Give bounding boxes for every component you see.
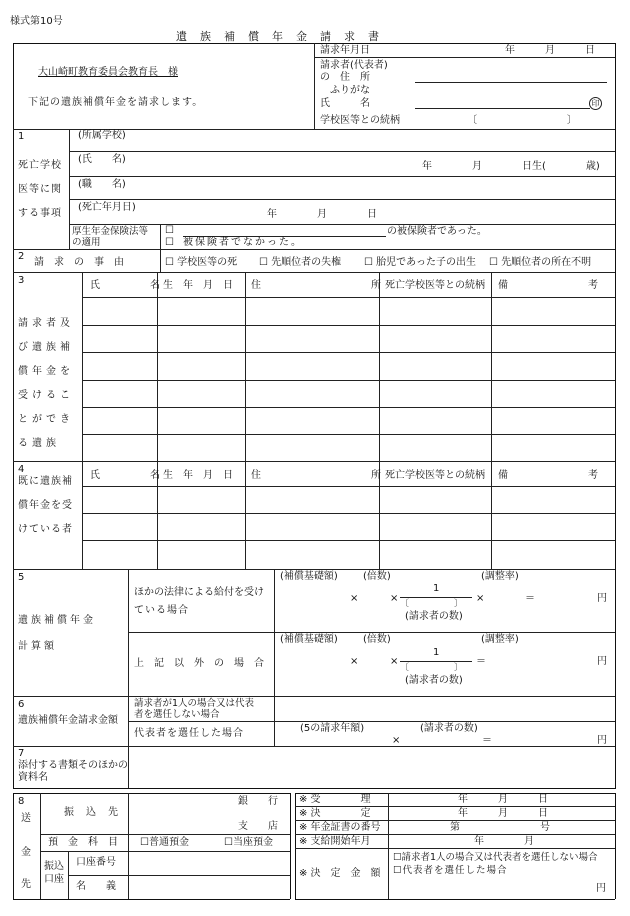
fraction-numerator: 1 bbox=[433, 583, 440, 594]
section-4-title-line: けている者 bbox=[18, 524, 73, 535]
claimant-name-label: 氏 名 bbox=[320, 98, 370, 109]
claimant-name-field[interactable] bbox=[415, 108, 590, 109]
adjustment-label: (調整率) bbox=[481, 634, 519, 645]
adjustment-label: (調整率) bbox=[481, 571, 519, 582]
column-header-address: 住 所 bbox=[251, 280, 381, 291]
deposit-type-label: 預 金 科 目 bbox=[48, 837, 118, 848]
times-symbol: × bbox=[476, 593, 485, 604]
multiplier-label: (倍数) bbox=[363, 571, 391, 582]
yen-unit: 円 bbox=[597, 735, 607, 746]
request-date-value: 年 月 日 bbox=[505, 45, 595, 56]
section-7-label-line2: 資料名 bbox=[18, 772, 48, 783]
claimant-label: 請求者(代表者) bbox=[320, 60, 388, 71]
office-amount-label: ※ 決 定 金 額 bbox=[299, 868, 381, 879]
birth-date-value: 年 月 日生( 歳) bbox=[422, 161, 600, 172]
reason-option-forfeit[interactable]: ☐ 先順位者の失権 bbox=[259, 257, 342, 268]
office-receipt-date: 年 月 日 bbox=[458, 794, 548, 805]
representative-label: 代表者を選任した場合 bbox=[134, 728, 244, 739]
form-number: 様式第10号 bbox=[10, 16, 63, 27]
office-start-value: 年 月 bbox=[474, 836, 534, 847]
times-symbol: × bbox=[350, 593, 359, 604]
pension-law-label-2: の適用 bbox=[72, 237, 101, 248]
column-header-remarks: 備 考 bbox=[498, 470, 598, 481]
request-date-label: 請求年月日 bbox=[320, 45, 370, 56]
office-yen-unit: 円 bbox=[596, 883, 606, 894]
reason-label: 請 求 の 事 由 bbox=[34, 257, 124, 268]
annual-claim-label: (5の請求年額) bbox=[300, 723, 365, 734]
base-amount-label: (補償基礎額) bbox=[280, 571, 338, 582]
pension-insured-checkbox[interactable]: ☐ bbox=[165, 225, 174, 236]
death-date-value: 年 月 日 bbox=[267, 209, 377, 220]
transfer-account-label: 振込 bbox=[44, 861, 64, 872]
times-symbol: × bbox=[390, 593, 399, 604]
school-label: (所属学校) bbox=[78, 130, 126, 141]
section-4-title-line: 既に遺族補 bbox=[18, 476, 73, 487]
pension-not-insured-text: 被保険者でなかった。 bbox=[183, 237, 303, 248]
account-holder-label: 名 義 bbox=[76, 881, 116, 892]
section-5-title-line: 計算額 bbox=[18, 641, 57, 652]
section-8-side: 先 bbox=[21, 879, 31, 890]
form-title: 遺 族 補 償 年 金 請 求 書 bbox=[176, 30, 380, 43]
base-amount-label: (補償基礎額) bbox=[280, 634, 338, 645]
death-date-label: (死亡年月日) bbox=[78, 202, 136, 213]
case-other-law-line2: ている場合 bbox=[134, 605, 189, 616]
equals-symbol: ＝ bbox=[525, 593, 535, 604]
section-3-title-line: 受けるこ bbox=[18, 390, 74, 401]
section-3-title-line: び遺族補 bbox=[18, 342, 74, 353]
column-header-birthdate: 生 年 月 日 bbox=[163, 470, 233, 481]
section-8-side: 金 bbox=[21, 847, 31, 858]
transfer-destination-label: 振 込 先 bbox=[64, 807, 119, 818]
times-symbol: × bbox=[392, 735, 401, 746]
column-header-name: 氏 名 bbox=[90, 470, 160, 481]
yen-unit: 円 bbox=[597, 656, 607, 667]
office-certificate-value: 第 号 bbox=[450, 822, 550, 833]
section-3-title-line: とができ bbox=[18, 414, 74, 425]
fraction-denominator: (請求者の数) bbox=[405, 675, 463, 686]
claimant-count-label: (請求者の数) bbox=[420, 723, 478, 734]
column-header-name: 氏 名 bbox=[90, 280, 160, 291]
equals-symbol: ＝ bbox=[476, 656, 486, 667]
office-amount-option-rep[interactable]: ☐代表者を選任した場合 bbox=[393, 865, 508, 876]
column-header-birthdate: 生 年 月 日 bbox=[163, 280, 233, 291]
times-symbol: × bbox=[350, 656, 359, 667]
reason-option-unknown[interactable]: ☐ 先順位者の所在不明 bbox=[489, 257, 592, 268]
bank-label: 銀 行 bbox=[238, 796, 278, 807]
section-3-title-line: る遺族 bbox=[18, 438, 60, 449]
claimant-address-field[interactable] bbox=[415, 82, 607, 83]
transfer-account-label-2: 口座 bbox=[44, 874, 64, 885]
column-header-relation: 死亡学校医等との続柄 bbox=[385, 470, 485, 481]
section-3-title-line: 償年金を bbox=[18, 366, 74, 377]
section-3-number: 3 bbox=[18, 275, 25, 286]
branch-label: 支 店 bbox=[238, 821, 278, 832]
office-amount-option-single[interactable]: ☐請求者1人の場合又は代表者を選任しない場合 bbox=[393, 852, 598, 863]
multiplier-label: (倍数) bbox=[363, 634, 391, 645]
office-decision-label: ※ 決 定 bbox=[299, 808, 371, 819]
case-other-law-line1: ほかの法律による給付を受け bbox=[134, 587, 264, 598]
fraction-denominator: (請求者の数) bbox=[405, 611, 463, 622]
addressee: 大山崎町教育委員会教育長 様 bbox=[38, 67, 178, 78]
section-7-number: 7 bbox=[18, 748, 25, 759]
fraction-numerator: 1 bbox=[433, 647, 440, 658]
section-8-number: 8 bbox=[18, 796, 25, 807]
times-symbol: × bbox=[390, 656, 399, 667]
account-number-field[interactable] bbox=[129, 852, 289, 874]
section-3-title-line: 請求者及 bbox=[18, 318, 74, 329]
section-1-title-line: 死亡学校 bbox=[18, 160, 62, 171]
section-5-number: 5 bbox=[18, 572, 25, 583]
deceased-name-label: (氏 名) bbox=[78, 154, 126, 165]
section-6-label: 遺族補償年金請求金額 bbox=[18, 715, 118, 726]
column-header-remarks: 備 考 bbox=[498, 280, 598, 291]
relation-label: 学校医等との続柄 bbox=[320, 115, 400, 126]
single-claimant-line1: 請求者が1人の場合又は代表 bbox=[134, 698, 255, 709]
office-receipt-label: ※ 受 理 bbox=[299, 794, 371, 805]
section-8-side: 送 bbox=[21, 813, 31, 824]
section-1-title-line: する事項 bbox=[18, 208, 62, 219]
relation-bracket: 〔 〕 bbox=[467, 115, 577, 126]
section-7-label-line1: 添付する書類そのほかの bbox=[18, 760, 128, 771]
yen-unit: 円 bbox=[597, 593, 607, 604]
account-number-label: 口座番号 bbox=[76, 857, 116, 868]
attachments-field[interactable] bbox=[129, 747, 614, 787]
pension-not-insured-checkbox[interactable]: ☐ bbox=[165, 237, 174, 248]
account-holder-field[interactable] bbox=[129, 876, 289, 898]
deposit-ordinary-checkbox[interactable]: ☐普通預金 bbox=[140, 837, 189, 848]
claimant-address-label: の 住 所 bbox=[320, 72, 370, 83]
case-otherwise: 上 記 以 外 の 場 合 bbox=[134, 658, 264, 669]
reason-option-birth[interactable]: ☐ 胎児であった子の出生 bbox=[364, 257, 477, 268]
fraction-bracket: 〔 〕 bbox=[400, 663, 464, 673]
deposit-current-checkbox[interactable]: ☐当座預金 bbox=[224, 837, 273, 848]
column-header-relation: 死亡学校医等との続柄 bbox=[385, 280, 485, 291]
job-title-label: (職 名) bbox=[78, 179, 126, 190]
furigana-label: ふりがな bbox=[330, 85, 370, 96]
pension-insured-text: の被保険者であった。 bbox=[387, 226, 487, 237]
fraction-bracket: 〔 〕 bbox=[400, 599, 464, 609]
section-6-number: 6 bbox=[18, 699, 25, 710]
request-statement: 下記の遺族補償年金を請求します。 bbox=[28, 97, 204, 108]
section-5-title-line: 遺族補償年金 bbox=[18, 615, 96, 626]
equals-symbol: ＝ bbox=[482, 735, 492, 746]
bank-name-field[interactable] bbox=[129, 794, 229, 833]
office-certificate-label: ※ 年金証書の番号 bbox=[299, 822, 381, 833]
office-decision-date: 年 月 日 bbox=[458, 808, 548, 819]
single-claimant-line2: 者を選任しない場合 bbox=[134, 709, 220, 720]
section-4-title-line: 償年金を受 bbox=[18, 500, 73, 511]
reason-option-death[interactable]: ☐ 学校医等の死 bbox=[165, 257, 238, 268]
section-2-number: 2 bbox=[18, 251, 25, 262]
pension-law-label: 厚生年金保険法等 bbox=[72, 226, 149, 237]
column-header-address: 住 所 bbox=[251, 470, 381, 481]
section-1-number: 1 bbox=[18, 131, 25, 142]
section-1-title-line: 医等に関 bbox=[18, 184, 62, 195]
office-start-label: ※ 支給開始年月 bbox=[299, 836, 371, 847]
seal-mark: 印 bbox=[589, 97, 602, 110]
section-4-number: 4 bbox=[18, 464, 25, 475]
